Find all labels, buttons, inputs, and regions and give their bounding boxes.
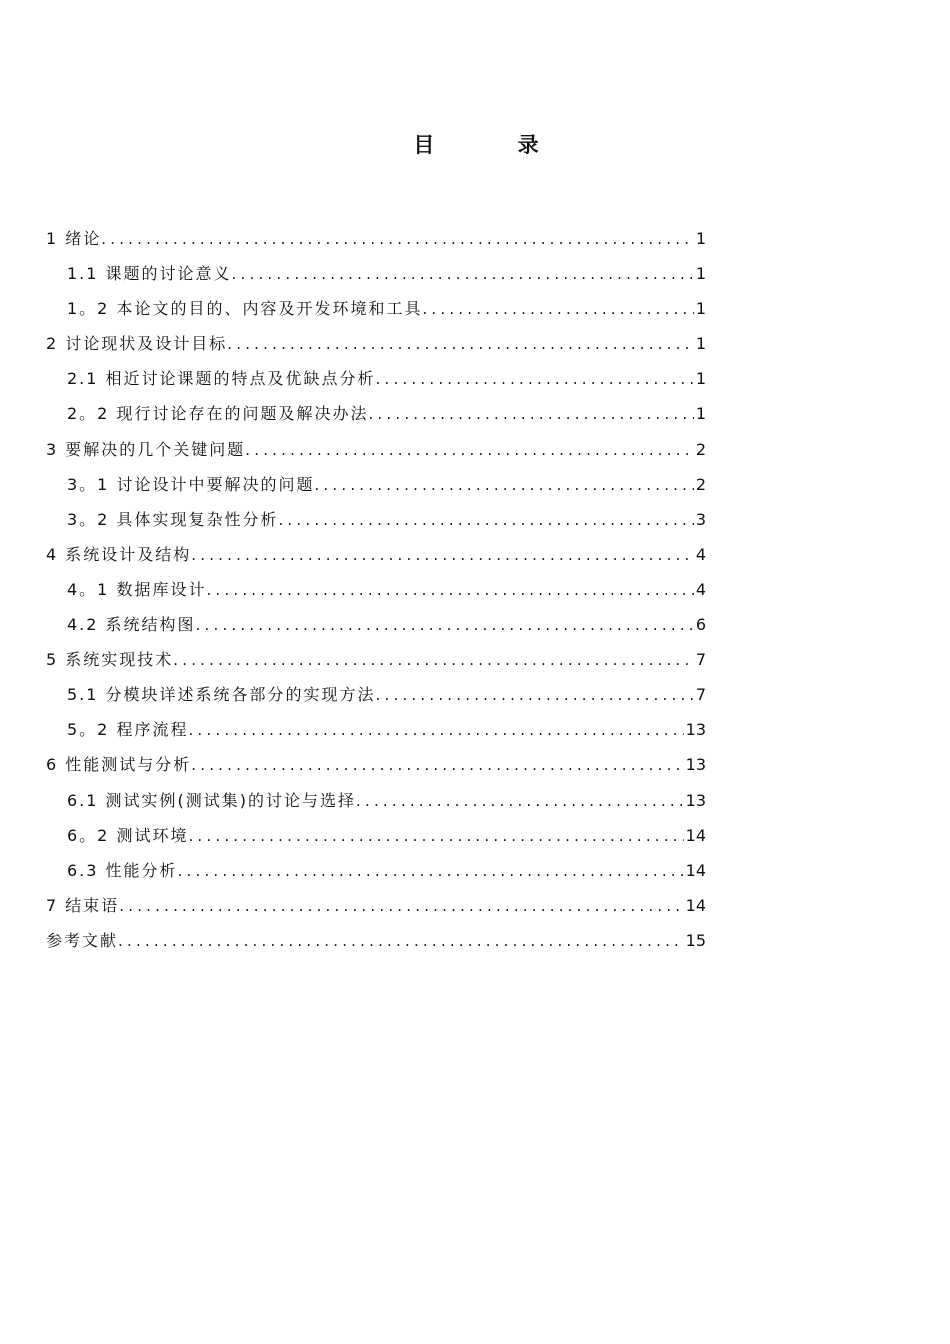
dot-leader bbox=[188, 713, 683, 748]
dot-leader bbox=[178, 854, 684, 889]
dot-leader bbox=[191, 748, 683, 783]
toc-entry[interactable] bbox=[46, 361, 706, 396]
toc-entry[interactable] bbox=[46, 818, 706, 853]
page-title: 目 录 bbox=[413, 133, 577, 158]
toc-entry-text: 5。2 程序流程 bbox=[67, 720, 189, 740]
dot-leader bbox=[173, 643, 694, 678]
toc-entry-text: 参考文献 bbox=[46, 930, 119, 950]
toc-entry[interactable] bbox=[46, 677, 706, 712]
toc-entry[interactable] bbox=[46, 432, 706, 467]
toc-entry-text: 2。2 现行讨论存在的问题及解决办法 bbox=[67, 404, 369, 424]
toc-entry-page: 7 bbox=[695, 650, 706, 670]
toc-entry-page: 14 bbox=[685, 895, 706, 915]
table-of-contents bbox=[46, 221, 706, 958]
dot-leader bbox=[422, 292, 693, 327]
toc-entry[interactable] bbox=[46, 853, 706, 888]
toc-entry-page: 15 bbox=[685, 930, 706, 950]
toc-entry-text: 5.1 分模块详述系统各部分的实现方法 bbox=[67, 685, 376, 705]
toc-entry[interactable] bbox=[46, 396, 706, 431]
toc-entry[interactable] bbox=[46, 221, 706, 256]
toc-entry[interactable] bbox=[46, 467, 706, 502]
dot-leader bbox=[227, 327, 694, 362]
toc-entry-text: 6 性能测试与分析 bbox=[46, 755, 192, 775]
toc-entry[interactable] bbox=[46, 747, 706, 782]
toc-entry[interactable] bbox=[46, 256, 706, 291]
toc-entry-page: 14 bbox=[685, 825, 706, 845]
dot-leader bbox=[119, 889, 683, 924]
toc-entry[interactable] bbox=[46, 712, 706, 747]
toc-entry-text: 3 要解决的几个关键问题 bbox=[46, 439, 246, 459]
dot-leader bbox=[118, 924, 684, 959]
toc-entry-page: 4 bbox=[695, 544, 706, 564]
toc-entry-text: 1 绪论 bbox=[46, 229, 102, 248]
toc-entry-page: 2 bbox=[695, 474, 706, 494]
toc-entry-text: 3。1 讨论设计中要解决的问题 bbox=[67, 474, 315, 494]
dot-leader bbox=[206, 573, 693, 608]
dot-leader bbox=[232, 257, 694, 292]
toc-entry-page: 1 bbox=[695, 229, 706, 248]
toc-entry-text: 4。1 数据库设计 bbox=[67, 579, 207, 599]
dot-leader bbox=[356, 784, 684, 819]
toc-entry-text: 1.1 课题的讨论意义 bbox=[67, 264, 232, 284]
toc-entry-text: 2.1 相近讨论课题的特点及优缺点分析 bbox=[67, 369, 376, 389]
dot-leader bbox=[191, 538, 694, 573]
toc-entry-page: 3 bbox=[695, 509, 706, 529]
toc-entry[interactable] bbox=[46, 326, 706, 361]
toc-entry[interactable] bbox=[46, 291, 706, 326]
toc-entry-page: 4 bbox=[695, 579, 706, 599]
toc-entry-page: 1 bbox=[695, 334, 706, 354]
toc-entry-text: 5 系统实现技术 bbox=[46, 650, 174, 670]
toc-entry-page: 13 bbox=[685, 720, 706, 740]
toc-entry-text: 1。2 本论文的目的、内容及开发环境和工具 bbox=[67, 299, 423, 319]
dot-leader bbox=[376, 362, 694, 397]
dot-leader bbox=[368, 397, 693, 432]
dot-leader bbox=[188, 819, 683, 854]
toc-entry-text: 6.3 性能分析 bbox=[67, 860, 178, 880]
toc-entry[interactable] bbox=[46, 783, 706, 818]
toc-entry-text: 4.2 系统结构图 bbox=[67, 615, 196, 635]
toc-entry-text: 2 讨论现状及设计目标 bbox=[46, 334, 228, 354]
toc-entry-text: 6.1 测试实例(测试集)的讨论与选择 bbox=[67, 790, 357, 810]
toc-entry[interactable] bbox=[46, 888, 706, 923]
dot-leader bbox=[314, 468, 693, 503]
dot-leader bbox=[101, 222, 694, 257]
toc-entry-page: 1 bbox=[695, 299, 706, 319]
toc-entry-page: 2 bbox=[695, 439, 706, 459]
toc-entry-text: 4 系统设计及结构 bbox=[46, 544, 192, 564]
toc-entry[interactable] bbox=[46, 923, 706, 958]
dot-leader bbox=[196, 608, 694, 643]
toc-entry[interactable] bbox=[46, 607, 706, 642]
toc-entry-page: 6 bbox=[695, 615, 706, 635]
toc-entry-text: 7 结束语 bbox=[46, 895, 120, 915]
toc-entry-page: 13 bbox=[685, 790, 706, 810]
toc-entry-page: 1 bbox=[695, 264, 706, 284]
toc-entry[interactable] bbox=[46, 642, 706, 677]
toc-entry-page: 7 bbox=[695, 685, 706, 705]
toc-entry[interactable] bbox=[46, 502, 706, 537]
toc-entry[interactable] bbox=[46, 572, 706, 607]
toc-entry[interactable] bbox=[46, 537, 706, 572]
toc-entry-page: 13 bbox=[685, 755, 706, 775]
toc-entry-text: 6。2 测试环境 bbox=[67, 825, 189, 845]
dot-leader bbox=[376, 678, 694, 713]
toc-entry-page: 1 bbox=[695, 369, 706, 389]
toc-entry-page: 14 bbox=[685, 860, 706, 880]
dot-leader bbox=[245, 433, 694, 468]
toc-entry-text: 3。2 具体实现复杂性分析 bbox=[67, 509, 279, 529]
toc-entry-page: 1 bbox=[695, 404, 706, 424]
dot-leader bbox=[278, 503, 693, 538]
